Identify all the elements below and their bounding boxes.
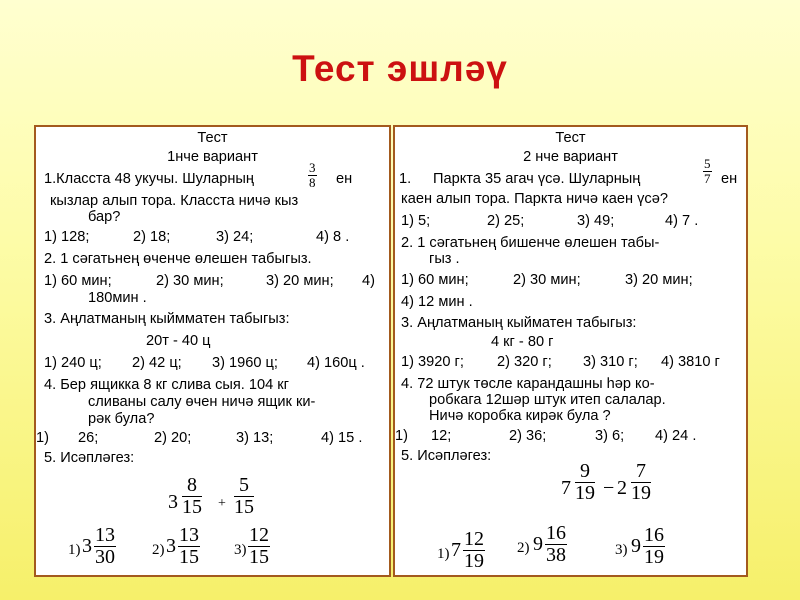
answer-option: 12; — [431, 428, 452, 444]
answer-number: 2) — [517, 540, 530, 556]
variant-2-card — [393, 125, 748, 577]
question-2-text: 2. 1 сәгатьнең бишенче өлешен табы- — [401, 235, 660, 251]
answer-option: 4) 12 мин . — [401, 294, 473, 310]
question-1-text: Паркта 35 агач үсә. Шуларның — [433, 171, 641, 187]
question-4-text: робкага 12шәр штук итеп салалар. — [429, 392, 666, 408]
answer-option: 4) 7 . — [665, 213, 699, 229]
question-1-text: ен — [721, 171, 738, 187]
answer-option: 3) 6; — [595, 428, 625, 444]
question-2-text: 2. 1 сәгатьнең өченче өлешен табыгыз. — [44, 251, 312, 267]
question-4-text: Ничә коробка кирәк була ? — [429, 408, 611, 424]
whole-number: 9 — [631, 535, 641, 557]
fraction: $\frac{5}{7}$ — [704, 156, 711, 186]
answer-number: 1) — [36, 430, 49, 446]
fraction: $\frac{5}{15}$ — [234, 474, 254, 518]
variant-label: 1нче вариант — [167, 149, 258, 165]
question-4-text: сливаны салу өчен ничә ящик ки- — [88, 394, 316, 410]
answer-option: 3) 310 г; — [583, 354, 638, 370]
whole-number: 3 — [166, 535, 176, 557]
card-heading: Тест — [555, 130, 586, 146]
answer-option: 3) 24; — [216, 229, 254, 245]
answer-option: 3) 20 мин; — [266, 273, 334, 289]
answer-option: 3) 13; — [236, 430, 274, 446]
question-1-text: бар? — [88, 209, 121, 225]
fraction: $\frac{16}{19}$ — [644, 524, 664, 568]
fraction: $\frac{9}{19}$ — [575, 460, 595, 504]
answer-number: 1) — [395, 428, 408, 444]
whole-number: 2 — [617, 477, 627, 499]
answer-option: 180мин . — [88, 290, 147, 306]
question-5-text: 5. Исәпләгез: — [44, 450, 135, 466]
answer-option: 2) 20; — [154, 430, 192, 446]
plus-sign: + — [218, 496, 226, 511]
question-3-text: 3. Аңлатманың кыймматен табыгыз: — [44, 311, 290, 327]
answer-option: 1) 128; — [44, 229, 90, 245]
answer-option: 3) 49; — [577, 213, 615, 229]
answer-option: 4) — [362, 273, 375, 289]
variant-label: 2 нче вариант — [523, 149, 618, 165]
minus-sign: − — [603, 477, 615, 499]
answer-option: 4) 15 . — [321, 430, 363, 446]
fraction: $\frac{13}{30}$ — [95, 524, 115, 568]
question-1-text: ен — [336, 171, 353, 187]
answer-option: 4) 3810 г — [661, 354, 720, 370]
question-4-text: 4. 72 штук төсле карандашны һәр ко- — [401, 376, 655, 392]
fraction: $\frac{13}{15}$ — [179, 524, 199, 568]
answer-option: 2) 320 г; — [497, 354, 552, 370]
whole-number: 3 — [82, 535, 92, 557]
whole-number: 9 — [533, 533, 543, 555]
slide-title: Тест эшләү — [292, 48, 508, 89]
variant-1-card — [34, 125, 391, 577]
whole-number: 3 — [168, 491, 178, 513]
question-1-text: каен алып тора. Паркта ничә каен үсә? — [401, 191, 668, 207]
fraction: $\frac{7}{19}$ — [631, 460, 651, 504]
whole-number: 7 — [561, 477, 571, 499]
question-1-text: 1.Класста 48 укучы. Шуларның — [44, 171, 254, 187]
question-4-text: рәк була? — [88, 411, 155, 427]
answer-option: 3) 1960 ц; — [212, 355, 278, 371]
answer-number: 1) — [68, 542, 81, 558]
answer-number: 3) — [234, 542, 247, 558]
fraction: $\frac{12}{19}$ — [464, 528, 484, 572]
answer-option: 2) 36; — [509, 428, 547, 444]
whole-number: 7 — [451, 539, 461, 561]
answer-number: 2) — [152, 542, 165, 558]
answer-option: 1) 3920 г; — [401, 354, 464, 370]
answer-option: 4) 8 . — [316, 229, 350, 245]
fraction: $\frac{12}{15}$ — [249, 524, 269, 568]
card-heading: Тест — [197, 130, 228, 146]
question-3-expression: 4 кг - 80 г — [491, 334, 554, 350]
answer-option: 2) 30 мин; — [513, 272, 581, 288]
fraction: $\frac{8}{15}$ — [182, 474, 202, 518]
answer-option: 1) 60 мин; — [401, 272, 469, 288]
question-2-text: гыз . — [429, 251, 460, 267]
answer-option: 4) 160ц . — [307, 355, 365, 371]
answer-option: 1) 240 ц; — [44, 355, 102, 371]
answer-option: 1) 60 мин; — [44, 273, 112, 289]
question-number: 1. — [399, 171, 412, 187]
answer-option: 26; — [78, 430, 99, 446]
question-5-text: 5. Исәпләгез: — [401, 448, 492, 464]
answer-option: 2) 42 ц; — [132, 355, 182, 371]
answer-option: 2) 18; — [133, 229, 171, 245]
answer-option: 4) 24 . — [655, 428, 697, 444]
fraction: $\frac{16}{38}$ — [546, 522, 566, 566]
answer-option: 2) 30 мин; — [156, 273, 224, 289]
fraction: $\frac{3}{8}$ — [309, 160, 316, 190]
question-3-expression: 20т - 40 ц — [146, 333, 211, 349]
answer-option: 1) 5; — [401, 213, 431, 229]
answer-number: 3) — [615, 542, 628, 558]
answer-option: 3) 20 мин; — [625, 272, 693, 288]
question-3-text: 3. Аңлатманың кыйматен табыгыз: — [401, 315, 637, 331]
question-1-text: кызлар алып тора. Класста ничә кыз — [50, 193, 299, 209]
answer-number: 1) — [437, 546, 450, 562]
answer-option: 2) 25; — [487, 213, 525, 229]
question-4-text: 4. Бер ящикка 8 кг слива сыя. 104 кг — [44, 377, 289, 393]
